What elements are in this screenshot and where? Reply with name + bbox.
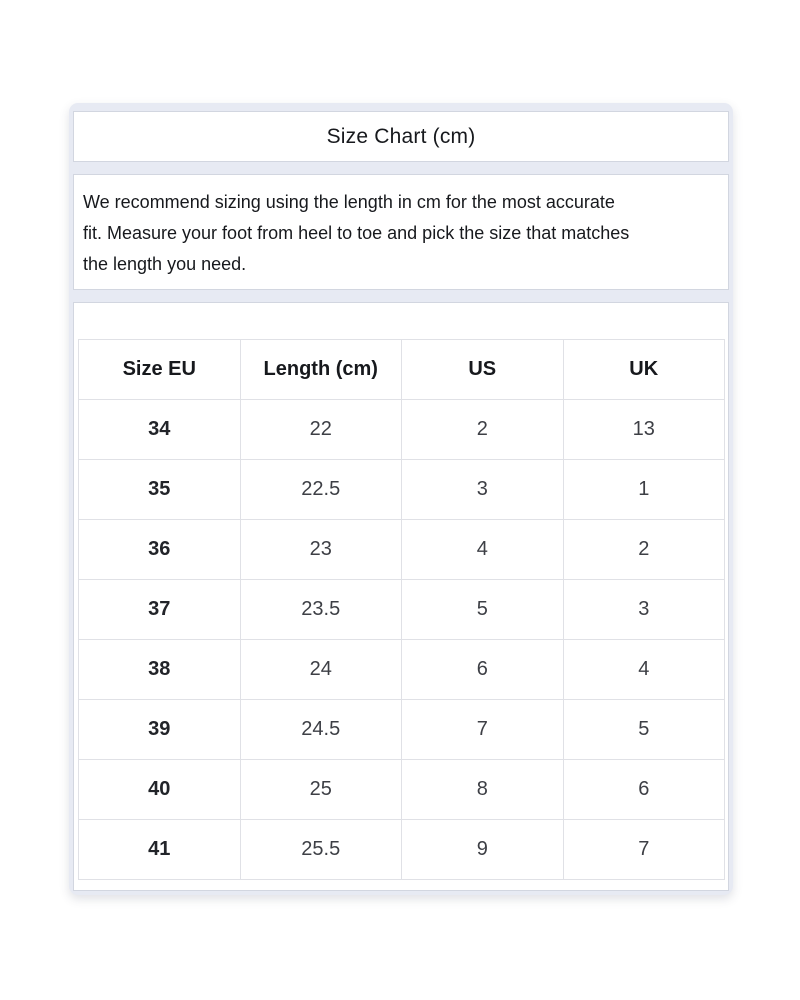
size-eu-cell: 34	[79, 400, 241, 460]
description-line: We recommend sizing using the length in cm for the most accurate	[83, 192, 615, 212]
value-cell: 13	[563, 400, 725, 460]
value-cell: 4	[563, 640, 725, 700]
page-title: Size Chart (cm)	[326, 124, 476, 148]
table-row	[79, 820, 725, 880]
size-eu-cell: 38	[79, 640, 241, 700]
table-row	[79, 760, 725, 820]
value-cell: 23.5	[240, 580, 402, 640]
description-line: the length you need.	[83, 254, 247, 274]
table-row	[79, 460, 725, 520]
column-header: UK	[563, 340, 725, 400]
value-cell: 5	[563, 700, 725, 760]
value-cell: 2	[402, 400, 564, 460]
table-header-row	[79, 340, 725, 400]
value-cell: 24.5	[240, 700, 402, 760]
column-header: US	[402, 340, 564, 400]
value-cell: 6	[402, 640, 564, 700]
value-cell: 7	[563, 820, 725, 880]
table-body	[79, 400, 725, 880]
value-cell: 6	[563, 760, 725, 820]
table-row	[79, 640, 725, 700]
size-eu-cell: 39	[79, 700, 241, 760]
size-eu-cell: 35	[79, 460, 241, 520]
table-panel	[73, 302, 729, 891]
value-cell: 25.5	[240, 820, 402, 880]
value-cell: 24	[240, 640, 402, 700]
size-chart-card	[69, 103, 733, 895]
value-cell: 3	[563, 580, 725, 640]
description-panel	[73, 174, 729, 290]
table-row	[79, 520, 725, 580]
table-row	[79, 700, 725, 760]
column-header: Size EU	[79, 340, 241, 400]
size-eu-cell: 41	[79, 820, 241, 880]
card-header	[73, 111, 729, 162]
description-line: fit. Measure your foot from heel to toe and pick the size that matches	[83, 223, 630, 243]
value-cell: 8	[402, 760, 564, 820]
size-eu-cell: 37	[79, 580, 241, 640]
value-cell: 7	[402, 700, 564, 760]
size-eu-cell: 36	[79, 520, 241, 580]
value-cell: 22.5	[240, 460, 402, 520]
value-cell: 22	[240, 400, 402, 460]
column-header: Length (cm)	[240, 340, 402, 400]
table-row	[79, 400, 725, 460]
value-cell: 2	[563, 520, 725, 580]
value-cell: 1	[563, 460, 725, 520]
value-cell: 3	[402, 460, 564, 520]
value-cell: 5	[402, 580, 564, 640]
value-cell: 23	[240, 520, 402, 580]
value-cell: 9	[402, 820, 564, 880]
size-chart-table	[78, 339, 725, 880]
size-eu-cell: 40	[79, 760, 241, 820]
value-cell: 4	[402, 520, 564, 580]
table-row	[79, 580, 725, 640]
value-cell: 25	[240, 760, 402, 820]
